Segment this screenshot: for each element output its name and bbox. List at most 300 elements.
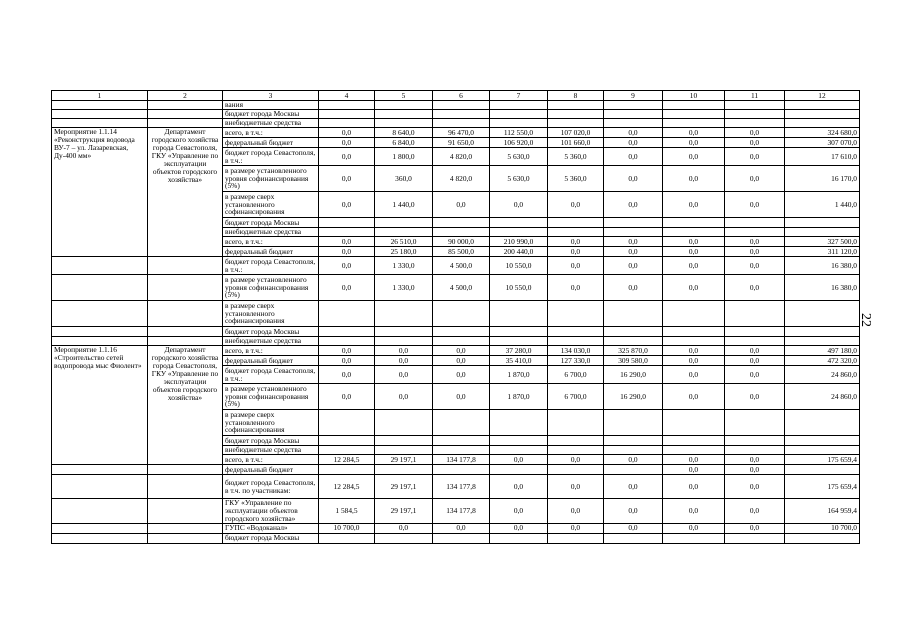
- amount-cell: [433, 446, 490, 455]
- amount-cell: 0,0: [725, 247, 785, 257]
- executor-cell: [148, 533, 223, 543]
- amount-cell: 112 550,0: [490, 128, 548, 138]
- amount-cell: 0,0: [319, 275, 375, 301]
- amount-cell: 0,0: [548, 257, 604, 275]
- amount-cell: [604, 218, 663, 228]
- amount-cell: [604, 436, 663, 446]
- amount-cell: 0,0: [490, 475, 548, 499]
- amount-cell: [725, 533, 785, 543]
- amount-cell: 0,0: [548, 275, 604, 301]
- executor-cell: [148, 475, 223, 499]
- amount-cell: [548, 101, 604, 110]
- executor-cell: [148, 119, 223, 128]
- amount-cell: 0,0: [433, 346, 490, 356]
- amount-cell: 0,0: [319, 247, 375, 257]
- amount-cell: [433, 533, 490, 543]
- amount-cell: 5 360,0: [548, 166, 604, 192]
- amount-cell: 0,0: [433, 192, 490, 218]
- amount-cell: [490, 110, 548, 119]
- amount-cell: 0,0: [548, 237, 604, 247]
- table-row: [52, 110, 860, 119]
- table-row: [52, 465, 860, 475]
- measure-name-cell: [52, 337, 148, 346]
- amount-cell: [548, 446, 604, 455]
- amount-cell: [663, 228, 725, 237]
- source-cell: бюджет города Москвы: [223, 218, 319, 228]
- amount-cell: [725, 228, 785, 237]
- amount-cell: [375, 119, 433, 128]
- amount-cell: 0,0: [725, 148, 785, 166]
- amount-cell: 1 440,0: [375, 192, 433, 218]
- amount-cell: [490, 119, 548, 128]
- amount-cell: 0,0: [548, 192, 604, 218]
- table-row: [52, 275, 860, 301]
- amount-cell: [725, 101, 785, 110]
- amount-cell: 0,0: [604, 138, 663, 148]
- source-cell: вания: [223, 101, 319, 110]
- amount-cell: 10 550,0: [490, 275, 548, 301]
- amount-cell: 5 630,0: [490, 166, 548, 192]
- source-cell: федеральный бюджет: [223, 356, 319, 366]
- amount-cell: 1 800,0: [375, 148, 433, 166]
- amount-cell: [548, 410, 604, 436]
- amount-cell: [490, 465, 548, 475]
- amount-cell: 35 410,0: [490, 356, 548, 366]
- total-cell: [785, 446, 860, 455]
- amount-cell: 10 700,0: [319, 523, 375, 533]
- amount-cell: 0,0: [548, 455, 604, 465]
- amount-cell: 0,0: [319, 148, 375, 166]
- amount-cell: [375, 110, 433, 119]
- total-cell: 16 380,0: [785, 257, 860, 275]
- amount-cell: 12 284,5: [319, 475, 375, 499]
- amount-cell: [375, 446, 433, 455]
- amount-cell: [319, 436, 375, 446]
- amount-cell: [548, 110, 604, 119]
- amount-cell: 8 640,0: [375, 128, 433, 138]
- amount-cell: [375, 465, 433, 475]
- amount-cell: 0,0: [319, 346, 375, 356]
- measure-name-cell: [52, 101, 148, 110]
- amount-cell: 6 840,0: [375, 138, 433, 148]
- total-cell: 10 700,0: [785, 523, 860, 533]
- amount-cell: 0,0: [319, 257, 375, 275]
- amount-cell: [604, 119, 663, 128]
- amount-cell: [490, 446, 548, 455]
- amount-cell: [663, 446, 725, 455]
- source-cell: бюджет города Москвы: [223, 110, 319, 119]
- amount-cell: [663, 301, 725, 327]
- measure-name-cell: [52, 465, 148, 475]
- table-row: [52, 327, 860, 337]
- amount-cell: 0,0: [375, 384, 433, 410]
- measure-name-cell: [52, 327, 148, 337]
- amount-cell: 0,0: [663, 523, 725, 533]
- amount-cell: 0,0: [604, 247, 663, 257]
- amount-cell: [375, 533, 433, 543]
- amount-cell: 0,0: [725, 138, 785, 148]
- amount-cell: 96 470,0: [433, 128, 490, 138]
- amount-cell: 0,0: [319, 192, 375, 218]
- source-cell: бюджет города Москвы: [223, 533, 319, 543]
- amount-cell: 0,0: [663, 366, 725, 384]
- amount-cell: 90 000,0: [433, 237, 490, 247]
- amount-cell: 0,0: [663, 455, 725, 465]
- total-cell: 324 680,0: [785, 128, 860, 138]
- header-row: [52, 91, 860, 101]
- page-number: 22: [858, 313, 873, 327]
- amount-cell: [548, 218, 604, 228]
- amount-cell: 0,0: [663, 346, 725, 356]
- total-cell: 17 610,0: [785, 148, 860, 166]
- amount-cell: [433, 301, 490, 327]
- measure-name-cell: [52, 475, 148, 499]
- amount-cell: 0,0: [604, 499, 663, 524]
- amount-cell: 0,0: [663, 237, 725, 247]
- amount-cell: [725, 218, 785, 228]
- amount-cell: [548, 436, 604, 446]
- amount-cell: 0,0: [725, 499, 785, 524]
- amount-cell: [375, 101, 433, 110]
- header-cell: 10: [663, 91, 725, 101]
- amount-cell: 0,0: [725, 356, 785, 366]
- amount-cell: [319, 327, 375, 337]
- measure-name-cell: Мероприятие 1.1.14 «Реконструкция водовода ВУ-7 – ул. Лазаревская, Ду-400 мм»: [52, 128, 148, 257]
- header-cell: 3: [223, 91, 319, 101]
- amount-cell: 0,0: [725, 166, 785, 192]
- amount-cell: [548, 337, 604, 346]
- source-cell: бюджет города Севастополя, в т.ч.:: [223, 148, 319, 166]
- amount-cell: 91 650,0: [433, 138, 490, 148]
- amount-cell: 309 580,0: [604, 356, 663, 366]
- amount-cell: 0,0: [725, 128, 785, 138]
- amount-cell: 107 020,0: [548, 128, 604, 138]
- header-cell: 1: [52, 91, 148, 101]
- amount-cell: [604, 301, 663, 327]
- amount-cell: [319, 465, 375, 475]
- header-cell: 9: [604, 91, 663, 101]
- amount-cell: [490, 337, 548, 346]
- total-cell: 1 440,0: [785, 192, 860, 218]
- amount-cell: [490, 301, 548, 327]
- amount-cell: [548, 533, 604, 543]
- measure-name-cell: [52, 257, 148, 275]
- source-cell: внебюджетные средства: [223, 228, 319, 237]
- amount-cell: 0,0: [375, 366, 433, 384]
- amount-cell: [663, 337, 725, 346]
- total-cell: 24 860,0: [785, 366, 860, 384]
- amount-cell: 0,0: [375, 523, 433, 533]
- amount-cell: 5 360,0: [548, 148, 604, 166]
- amount-cell: [725, 446, 785, 455]
- amount-cell: 0,0: [433, 366, 490, 384]
- amount-cell: 4 820,0: [433, 166, 490, 192]
- source-cell: в размере сверх установленного софинансирования: [223, 192, 319, 218]
- amount-cell: 5 630,0: [490, 148, 548, 166]
- source-cell: в размере установленного уровня софинансирования (5%): [223, 384, 319, 410]
- source-cell: внебюджетные средства: [223, 446, 319, 455]
- amount-cell: [319, 337, 375, 346]
- executor-cell: [148, 275, 223, 301]
- amount-cell: 0,0: [725, 455, 785, 465]
- table-row: [52, 523, 860, 533]
- table-row: [52, 533, 860, 543]
- source-cell: внебюджетные средства: [223, 337, 319, 346]
- table-row: [52, 119, 860, 128]
- amount-cell: 0,0: [319, 166, 375, 192]
- amount-cell: [604, 327, 663, 337]
- header-cell: 6: [433, 91, 490, 101]
- amount-cell: 0,0: [663, 192, 725, 218]
- amount-cell: [604, 410, 663, 436]
- table-row: [52, 257, 860, 275]
- total-cell: [785, 119, 860, 128]
- amount-cell: 0,0: [604, 455, 663, 465]
- amount-cell: 360,0: [375, 166, 433, 192]
- amount-cell: 0,0: [604, 148, 663, 166]
- source-cell: ГКУ «Управление по эксплуатации объектов городского хозяйства»: [223, 499, 319, 524]
- source-cell: федеральный бюджет: [223, 247, 319, 257]
- amount-cell: 0,0: [725, 192, 785, 218]
- funding-table: [51, 90, 860, 544]
- amount-cell: 0,0: [548, 523, 604, 533]
- source-cell: внебюджетные средства: [223, 119, 319, 128]
- amount-cell: [319, 446, 375, 455]
- executor-cell: [148, 499, 223, 524]
- amount-cell: 134 030,0: [548, 346, 604, 356]
- amount-cell: 4 820,0: [433, 148, 490, 166]
- amount-cell: [604, 337, 663, 346]
- amount-cell: 106 920,0: [490, 138, 548, 148]
- amount-cell: [663, 101, 725, 110]
- amount-cell: 1 330,0: [375, 275, 433, 301]
- executor-cell: Департамент городского хозяйства города Севастополя, ГКУ «Управление по эксплуатации объектов городского хозяйства»: [148, 128, 223, 257]
- amount-cell: [548, 119, 604, 128]
- amount-cell: [548, 301, 604, 327]
- amount-cell: 37 280,0: [490, 346, 548, 356]
- amount-cell: 0,0: [663, 247, 725, 257]
- amount-cell: 0,0: [490, 455, 548, 465]
- source-cell: бюджет города Москвы: [223, 327, 319, 337]
- amount-cell: 0,0: [725, 346, 785, 356]
- amount-cell: [319, 218, 375, 228]
- total-cell: [785, 465, 860, 475]
- amount-cell: 127 330,0: [548, 356, 604, 366]
- amount-cell: 29 197,1: [375, 475, 433, 499]
- header-cell: 12: [785, 91, 860, 101]
- table-row: [52, 337, 860, 346]
- table-row: [52, 475, 860, 499]
- source-cell: всего, в т.ч.:: [223, 455, 319, 465]
- amount-cell: 0,0: [663, 138, 725, 148]
- amount-cell: 26 510,0: [375, 237, 433, 247]
- executor-cell: [148, 327, 223, 337]
- total-cell: [785, 101, 860, 110]
- source-cell: бюджет города Севастополя, в т.ч. по участникам:: [223, 475, 319, 499]
- header-cell: 4: [319, 91, 375, 101]
- amount-cell: 0,0: [725, 475, 785, 499]
- amount-cell: [604, 101, 663, 110]
- amount-cell: 0,0: [725, 237, 785, 247]
- amount-cell: 134 177,8: [433, 455, 490, 465]
- amount-cell: [433, 119, 490, 128]
- amount-cell: [663, 110, 725, 119]
- header-cell: 2: [148, 91, 223, 101]
- amount-cell: [725, 119, 785, 128]
- executor-cell: [148, 257, 223, 275]
- total-cell: 16 170,0: [785, 166, 860, 192]
- header-cell: 7: [490, 91, 548, 101]
- executor-cell: [148, 110, 223, 119]
- amount-cell: [490, 533, 548, 543]
- amount-cell: [433, 218, 490, 228]
- source-cell: бюджет города Москвы: [223, 436, 319, 446]
- amount-cell: [433, 101, 490, 110]
- amount-cell: [319, 101, 375, 110]
- measure-name-cell: [52, 275, 148, 301]
- amount-cell: 1 870,0: [490, 366, 548, 384]
- amount-cell: 0,0: [490, 192, 548, 218]
- source-cell: ГУПС «Водоканал»: [223, 523, 319, 533]
- amount-cell: 200 440,0: [490, 247, 548, 257]
- amount-cell: [490, 228, 548, 237]
- amount-cell: [375, 327, 433, 337]
- total-cell: [785, 110, 860, 119]
- amount-cell: 0,0: [604, 475, 663, 499]
- amount-cell: [375, 337, 433, 346]
- amount-cell: [375, 410, 433, 436]
- amount-cell: [319, 410, 375, 436]
- amount-cell: 0,0: [433, 384, 490, 410]
- measure-name-cell: [52, 523, 148, 533]
- amount-cell: 0,0: [548, 247, 604, 257]
- amount-cell: [490, 101, 548, 110]
- source-cell: федеральный бюджет: [223, 138, 319, 148]
- amount-cell: [433, 410, 490, 436]
- amount-cell: 0,0: [548, 475, 604, 499]
- source-cell: бюджет города Севастополя, в т.ч.:: [223, 257, 319, 275]
- total-cell: 175 659,4: [785, 455, 860, 465]
- measure-name-cell: [52, 499, 148, 524]
- amount-cell: [663, 410, 725, 436]
- amount-cell: [725, 436, 785, 446]
- amount-cell: 0,0: [433, 356, 490, 366]
- table-row: [52, 499, 860, 524]
- total-cell: 16 380,0: [785, 275, 860, 301]
- amount-cell: 0,0: [604, 192, 663, 218]
- amount-cell: [604, 446, 663, 455]
- amount-cell: [319, 110, 375, 119]
- amount-cell: [433, 337, 490, 346]
- amount-cell: [604, 533, 663, 543]
- amount-cell: [663, 436, 725, 446]
- amount-cell: [548, 327, 604, 337]
- amount-cell: [490, 436, 548, 446]
- amount-cell: 0,0: [319, 237, 375, 247]
- amount-cell: 0,0: [433, 523, 490, 533]
- source-cell: в размере сверх установленного софинансирования: [223, 410, 319, 436]
- amount-cell: 0,0: [725, 275, 785, 301]
- amount-cell: [604, 228, 663, 237]
- amount-cell: [548, 465, 604, 475]
- amount-cell: 0,0: [663, 275, 725, 301]
- amount-cell: 0,0: [725, 366, 785, 384]
- executor-cell: [148, 523, 223, 533]
- amount-cell: [663, 533, 725, 543]
- amount-cell: 85 500,0: [433, 247, 490, 257]
- table-row: [52, 128, 860, 138]
- amount-cell: [319, 228, 375, 237]
- amount-cell: [319, 119, 375, 128]
- source-cell: всего, в т.ч.:: [223, 128, 319, 138]
- total-cell: 497 180,0: [785, 346, 860, 356]
- header-cell: 8: [548, 91, 604, 101]
- amount-cell: 12 284,5: [319, 455, 375, 465]
- amount-cell: 29 197,1: [375, 499, 433, 524]
- total-cell: 327 500,0: [785, 237, 860, 247]
- amount-cell: 0,0: [725, 257, 785, 275]
- source-cell: в размере установленного уровня софинансирования (5%): [223, 275, 319, 301]
- source-cell: всего, в т.ч.:: [223, 346, 319, 356]
- total-cell: [785, 327, 860, 337]
- amount-cell: [433, 465, 490, 475]
- amount-cell: 0,0: [663, 257, 725, 275]
- amount-cell: 134 177,8: [433, 475, 490, 499]
- amount-cell: 4 500,0: [433, 275, 490, 301]
- amount-cell: [663, 218, 725, 228]
- amount-cell: [663, 119, 725, 128]
- amount-cell: 6 700,0: [548, 384, 604, 410]
- total-cell: [785, 337, 860, 346]
- source-cell: в размере установленного уровня софинансирования (5%): [223, 166, 319, 192]
- amount-cell: [490, 218, 548, 228]
- amount-cell: [490, 327, 548, 337]
- measure-name-cell: [52, 119, 148, 128]
- amount-cell: 0,0: [663, 475, 725, 499]
- amount-cell: 29 197,1: [375, 455, 433, 465]
- amount-cell: 1 584,5: [319, 499, 375, 524]
- amount-cell: 0,0: [604, 523, 663, 533]
- total-cell: [785, 533, 860, 543]
- amount-cell: 0,0: [604, 166, 663, 192]
- executor-cell: [148, 337, 223, 346]
- amount-cell: [663, 327, 725, 337]
- amount-cell: 0,0: [319, 356, 375, 366]
- amount-cell: 4 500,0: [433, 257, 490, 275]
- amount-cell: 16 290,0: [604, 366, 663, 384]
- amount-cell: 0,0: [548, 499, 604, 524]
- amount-cell: 10 550,0: [490, 257, 548, 275]
- amount-cell: 0,0: [663, 384, 725, 410]
- measure-name-cell: [52, 301, 148, 327]
- amount-cell: [375, 301, 433, 327]
- total-cell: [785, 410, 860, 436]
- executor-cell: [148, 101, 223, 110]
- source-cell: федеральный бюджет: [223, 465, 319, 475]
- measure-name-cell: Мероприятие 1.1.16 «Строительство сетей водопровода мыс Фиолент»: [52, 346, 148, 465]
- amount-cell: 0,0: [604, 257, 663, 275]
- total-cell: 472 320,0: [785, 356, 860, 366]
- amount-cell: 0,0: [725, 523, 785, 533]
- measure-name-cell: [52, 110, 148, 119]
- table-row: [52, 301, 860, 327]
- executor-cell: Департамент городского хозяйства города Севастополя, ГКУ «Управление по эксплуатации объектов городского хозяйства»: [148, 346, 223, 465]
- amount-cell: [725, 301, 785, 327]
- table-row: [52, 101, 860, 110]
- total-cell: 307 070,0: [785, 138, 860, 148]
- header-cell: 11: [725, 91, 785, 101]
- amount-cell: [725, 337, 785, 346]
